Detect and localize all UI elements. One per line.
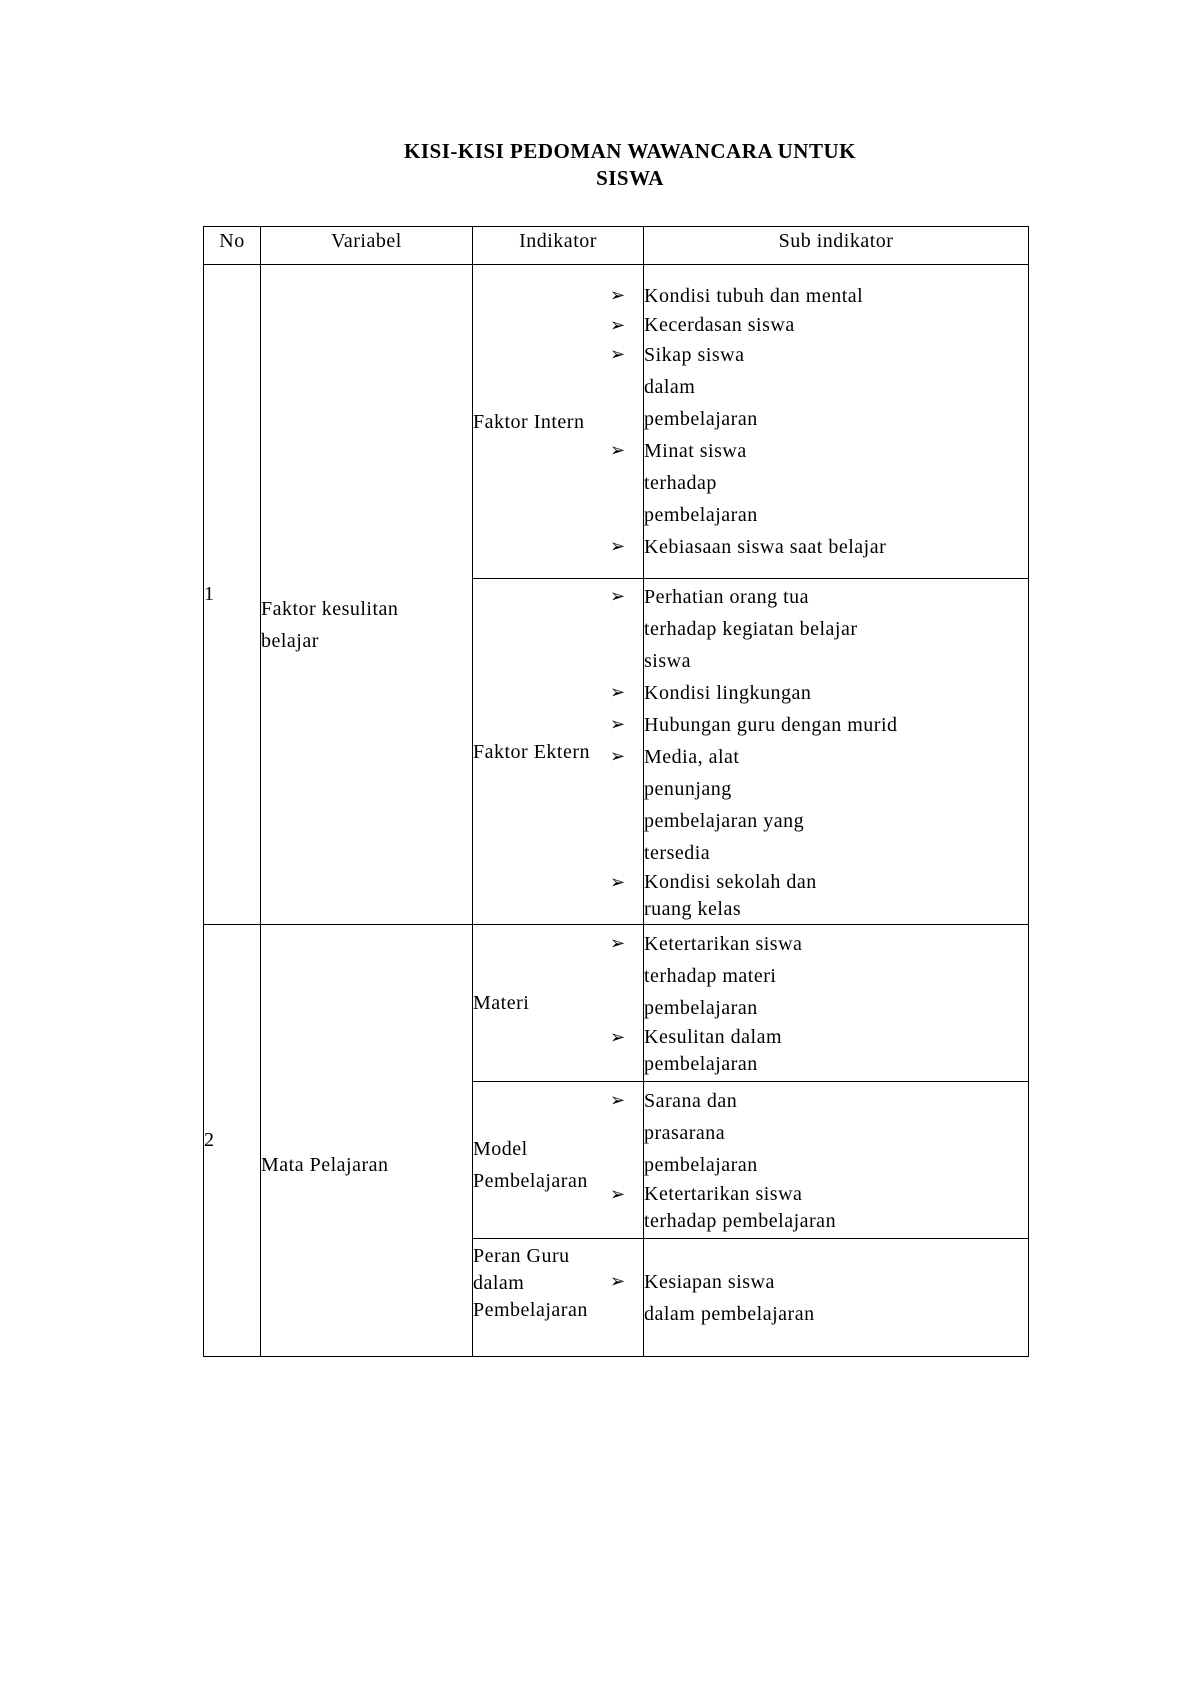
list-item	[610, 1181, 1028, 1235]
arrow-bullet-icon: ➢	[610, 285, 626, 306]
list-item	[610, 531, 1028, 563]
sub-indikator-cell	[610, 265, 1029, 579]
sub-indikator-list	[610, 1085, 1028, 1235]
sub-indikator-text: Sarana dan	[644, 1090, 738, 1112]
sub-indikator-text: Kebiasaan siswa saat belajar	[644, 536, 887, 558]
header-sub-indikator: Sub indikator	[644, 227, 1029, 265]
variabel-cell	[261, 925, 473, 1357]
sub-indikator-cell	[610, 925, 1029, 1082]
indikator-text: Pembelajaran	[473, 1299, 588, 1321]
sub-indikator-text: Hubungan guru dengan murid	[644, 713, 898, 736]
document-title-line2: SISWA	[596, 166, 664, 190]
sub-indikator-text: Ketertarikan siswa	[644, 1183, 803, 1205]
sub-indikator-text: Kondisi lingkungan	[644, 681, 812, 704]
sub-indikator-text: tersedia	[644, 841, 711, 864]
variabel-cell	[261, 265, 473, 925]
list-item	[610, 581, 1028, 677]
list-item	[610, 741, 1028, 869]
sub-indikator-cell	[610, 1239, 1029, 1357]
sub-indikator-text: prasarana	[644, 1122, 726, 1144]
list-item	[610, 1266, 1028, 1330]
sub-indikator-text: dalam	[644, 376, 696, 398]
sub-indikator-list	[610, 280, 1028, 563]
indikator-cell: Materi	[473, 925, 644, 1082]
sub-indikator-text: terhadap materi	[644, 965, 777, 987]
arrow-bullet-icon: ➢	[610, 713, 626, 735]
sub-indikator-text: Kondisi tubuh dan mental	[644, 285, 864, 307]
arrow-bullet-icon: ➢	[610, 681, 626, 703]
header-variabel: Variabel	[261, 227, 473, 265]
indikator-text: Model	[473, 1138, 528, 1160]
row-number: 2	[204, 925, 261, 1357]
row-number: 1	[204, 265, 261, 925]
header-indikator: Indikator	[473, 227, 644, 265]
sub-indikator-text: pembelajaran	[644, 408, 758, 430]
sub-indikator-text: pembelajaran	[644, 1154, 758, 1176]
sub-indikator-text: Kondisi sekolah dan	[644, 870, 817, 893]
sub-indikator-text: Media, alat	[644, 745, 740, 768]
arrow-bullet-icon: ➢	[610, 315, 626, 336]
sub-indikator-text: Ketertarikan siswa	[644, 933, 803, 955]
list-item	[610, 869, 1028, 923]
sub-indikator-text: siswa	[644, 649, 691, 672]
sub-indikator-text: Perhatian orang tua	[644, 585, 809, 608]
document-title: KISI-KISI PEDOMAN WAWANCARA UNTUK	[404, 139, 856, 163]
table-header-row	[204, 227, 1029, 265]
arrow-bullet-icon: ➢	[610, 585, 626, 607]
header-no: No	[204, 227, 261, 265]
sub-indikator-text: pembelajaran yang	[644, 809, 805, 832]
arrow-bullet-icon: ➢	[610, 440, 626, 461]
list-item	[610, 435, 1028, 531]
arrow-bullet-icon: ➢	[610, 1027, 626, 1048]
arrow-bullet-icon: ➢	[610, 344, 626, 365]
arrow-bullet-icon: ➢	[610, 871, 626, 893]
indikator-cell: Faktor Ektern	[473, 579, 644, 925]
arrow-bullet-icon: ➢	[610, 1270, 626, 1292]
arrow-bullet-icon: ➢	[610, 745, 626, 767]
sub-indikator-text: pembelajaran	[644, 504, 758, 526]
sub-indikator-text: Kesulitan dalam	[644, 1026, 783, 1048]
sub-indikator-text: pembelajaran	[644, 1053, 758, 1075]
list-item	[610, 709, 1028, 741]
arrow-bullet-icon: ➢	[610, 536, 626, 557]
variabel-text: Mata Pelajaran	[261, 1153, 389, 1176]
sub-indikator-cell	[610, 579, 1029, 925]
indikator-text: Pembelajaran	[473, 1170, 588, 1192]
sub-indikator-text: Kesiapan siswa	[644, 1270, 775, 1293]
sub-indikator-list	[610, 928, 1028, 1078]
sub-indikator-list	[610, 1266, 1028, 1330]
list-item	[610, 312, 1028, 339]
sub-indikator-text: dalam pembelajaran	[644, 1302, 815, 1325]
sub-indikator-text: Kecerdasan siswa	[644, 314, 795, 336]
indikator-text: dalam	[473, 1272, 525, 1294]
indikator-text: Peran Guru	[473, 1245, 570, 1267]
variabel-text: belajar	[261, 629, 319, 652]
indikator-cell: Faktor Intern	[473, 265, 644, 579]
sub-indikator-text: Sikap siswa	[644, 344, 745, 366]
arrow-bullet-icon: ➢	[610, 933, 626, 954]
list-item	[610, 280, 1028, 312]
sub-indikator-text: penunjang	[644, 777, 732, 800]
arrow-bullet-icon: ➢	[610, 1090, 626, 1111]
sub-indikator-text: pembelajaran	[644, 997, 758, 1019]
sub-indikator-text: terhadap	[644, 472, 717, 494]
variabel-text: Faktor kesulitan	[261, 597, 399, 620]
sub-indikator-text: Minat siswa	[644, 440, 747, 462]
sub-indikator-list	[610, 581, 1028, 923]
sub-indikator-text: terhadap kegiatan belajar	[644, 617, 858, 640]
list-item	[610, 1024, 1028, 1078]
arrow-bullet-icon: ➢	[610, 1184, 626, 1205]
sub-indikator-text: ruang kelas	[644, 897, 742, 920]
list-item	[610, 1085, 1028, 1181]
table-row	[204, 925, 1029, 1082]
list-item	[610, 677, 1028, 709]
list-item	[610, 928, 1028, 1024]
list-item	[610, 339, 1028, 435]
indikator-cell	[473, 1239, 644, 1357]
sub-indikator-cell	[610, 1082, 1029, 1239]
kisi-kisi-table	[203, 226, 1029, 1357]
sub-indikator-text: terhadap pembelajaran	[644, 1210, 837, 1232]
table-row	[204, 265, 1029, 579]
